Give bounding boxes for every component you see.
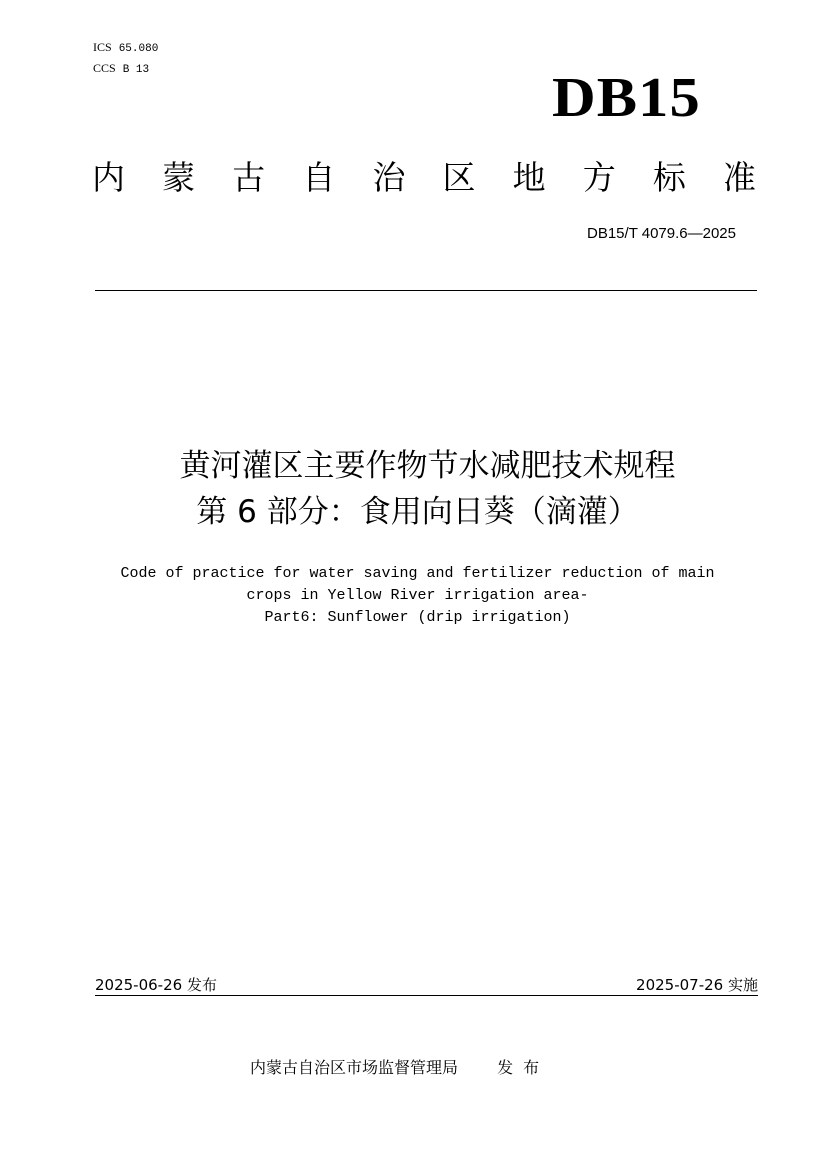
standard-number: DB15/T 4079.6—2025 (587, 225, 736, 242)
title-cn-line-2: 第 6 部分：食用向日葵（滴灌） (196, 494, 639, 530)
ics-code: 65.080 (118, 43, 159, 55)
ccs-code: B 13 (122, 64, 150, 76)
issuer-name: 内蒙古自治区市场监督管理局 (250, 1058, 459, 1077)
standard-type-char: 方 (582, 158, 616, 197)
ics-label: ICS (93, 40, 112, 54)
standard-type-char: 地 (512, 158, 546, 197)
standard-type-char: 治 (372, 158, 406, 197)
issue-date: 2025-06-26 发布 (95, 976, 217, 994)
standard-type-char: 内 (92, 158, 125, 197)
title-en (20, 563, 815, 629)
top-divider (95, 290, 757, 291)
bottom-divider (95, 995, 758, 996)
ics-line (93, 40, 158, 55)
standard-type-heading (92, 158, 756, 198)
standard-type-char: 准 (722, 158, 756, 197)
ccs-label: CCS (93, 61, 116, 75)
ccs-line (93, 61, 149, 76)
title-cn-line-1: 黄河灌区主要作物节水减肥技术规程 (179, 448, 676, 484)
issuer-line (250, 1055, 549, 1078)
standard-type-char: 自 (302, 158, 336, 197)
standard-type-char: 标 (652, 158, 686, 197)
title-en-line: Part6: Sunflower (drip irrigation) (264, 609, 571, 626)
standard-type-char: 古 (232, 158, 266, 197)
standard-type-char: 蒙 (162, 158, 196, 197)
db15-logo: DB15 (552, 67, 701, 129)
title-en-line: Code of practice for water saving and fertilizer reduction of main (120, 565, 715, 582)
standard-type-char: 区 (442, 158, 476, 197)
title-en-line: crops in Yellow River irrigation area- (246, 587, 589, 604)
issuer-action: 发布 (497, 1058, 550, 1077)
implementation-date: 2025-07-26 实施 (636, 976, 758, 994)
